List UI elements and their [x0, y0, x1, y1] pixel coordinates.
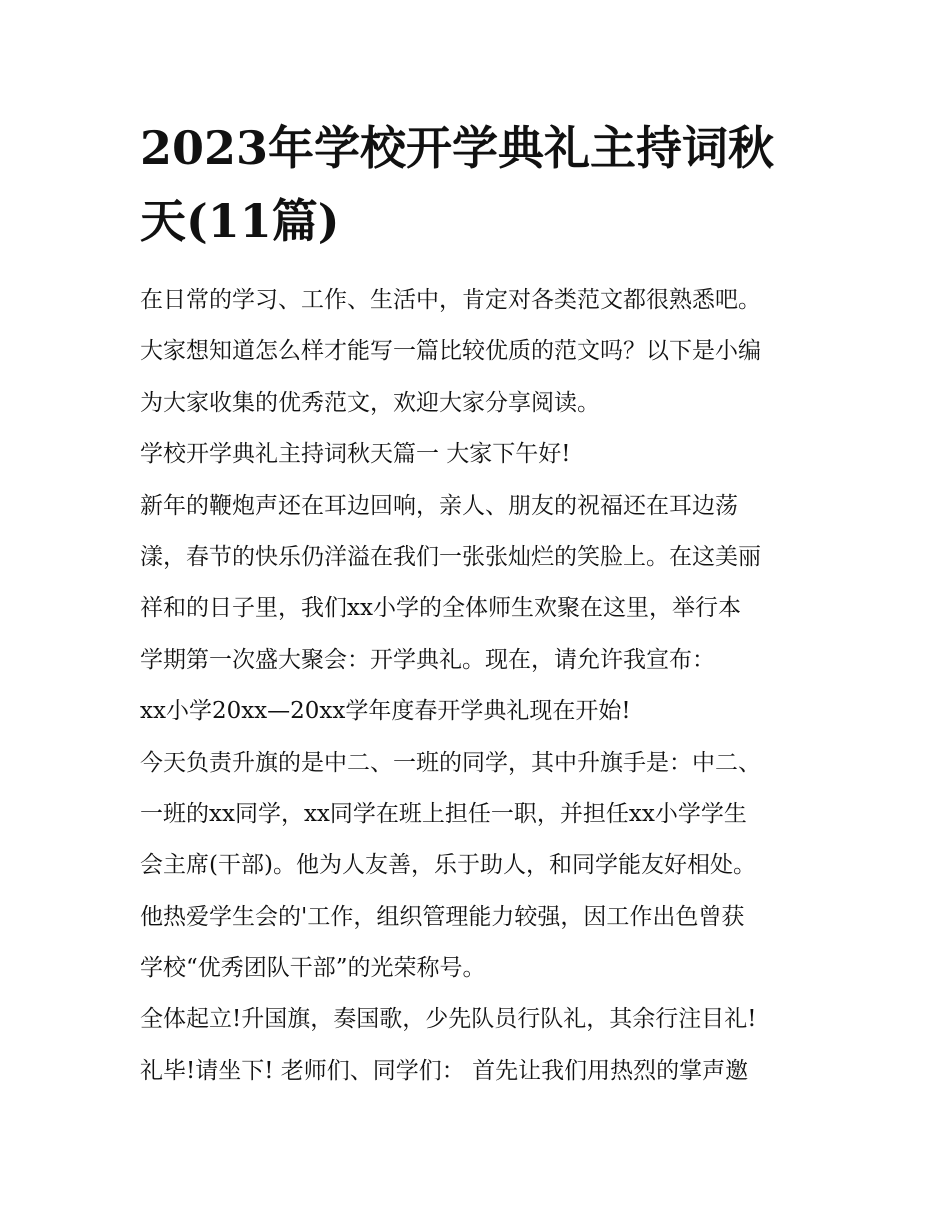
body-line: 大家想知道怎么样才能写一篇比较优质的范文吗？以下是小编: [140, 338, 761, 365]
document-body: [140, 280, 820, 1102]
body-line: 学校开学典礼主持词秋天篇一 大家下午好!: [140, 441, 571, 468]
body-line: 学期第一次盛大聚会：开学典礼。现在，请允许我宣布：: [140, 646, 715, 673]
body-line: 礼毕!请坐下! 老师们、同学们： 首先让我们用热烈的掌声邀: [140, 1057, 749, 1084]
body-line: 祥和的日子里，我们xx小学的全体师生欢聚在这里，举行本: [140, 595, 741, 622]
title-line: 2023年学校开学典礼主持词秋: [140, 121, 775, 175]
title-line: 天(11篇): [140, 194, 340, 248]
body-line: 全体起立!升国旗，奏国歌，少先队员行队礼，其余行注目礼!: [140, 1006, 757, 1033]
body-line: 会主席(干部)。他为人友善，乐于助人，和同学能友好相处。: [140, 852, 756, 879]
body-line: 他热爱学生会的'工作，组织管理能力较强，因工作出色曾获: [140, 903, 745, 930]
body-line: 在日常的学习、工作、生活中，肯定对各类范文都很熟悉吧。: [140, 287, 761, 313]
body-line: 一班的xx同学，xx同学在班上担任一职，并担任xx小学学生: [140, 800, 747, 827]
body-line: 漾，春节的快乐仍洋溢在我们一张张灿烂的笑脸上。在这美丽: [140, 543, 761, 570]
body-line: xx小学20xx—20xx学年度春开学典礼现在开始!: [140, 698, 631, 725]
body-line: 学校“优秀团队干部”的光荣称号。: [140, 955, 486, 982]
body-line: 为大家收集的优秀范文，欢迎大家分享阅读。: [140, 389, 600, 416]
document-title: [140, 112, 820, 258]
body-line: 今天负责升旗的是中二、一班的同学，其中升旗手是：中二、: [140, 749, 761, 776]
body-line: 新年的鞭炮声还在耳边回响，亲人、朋友的祝福还在耳边荡: [140, 492, 738, 519]
